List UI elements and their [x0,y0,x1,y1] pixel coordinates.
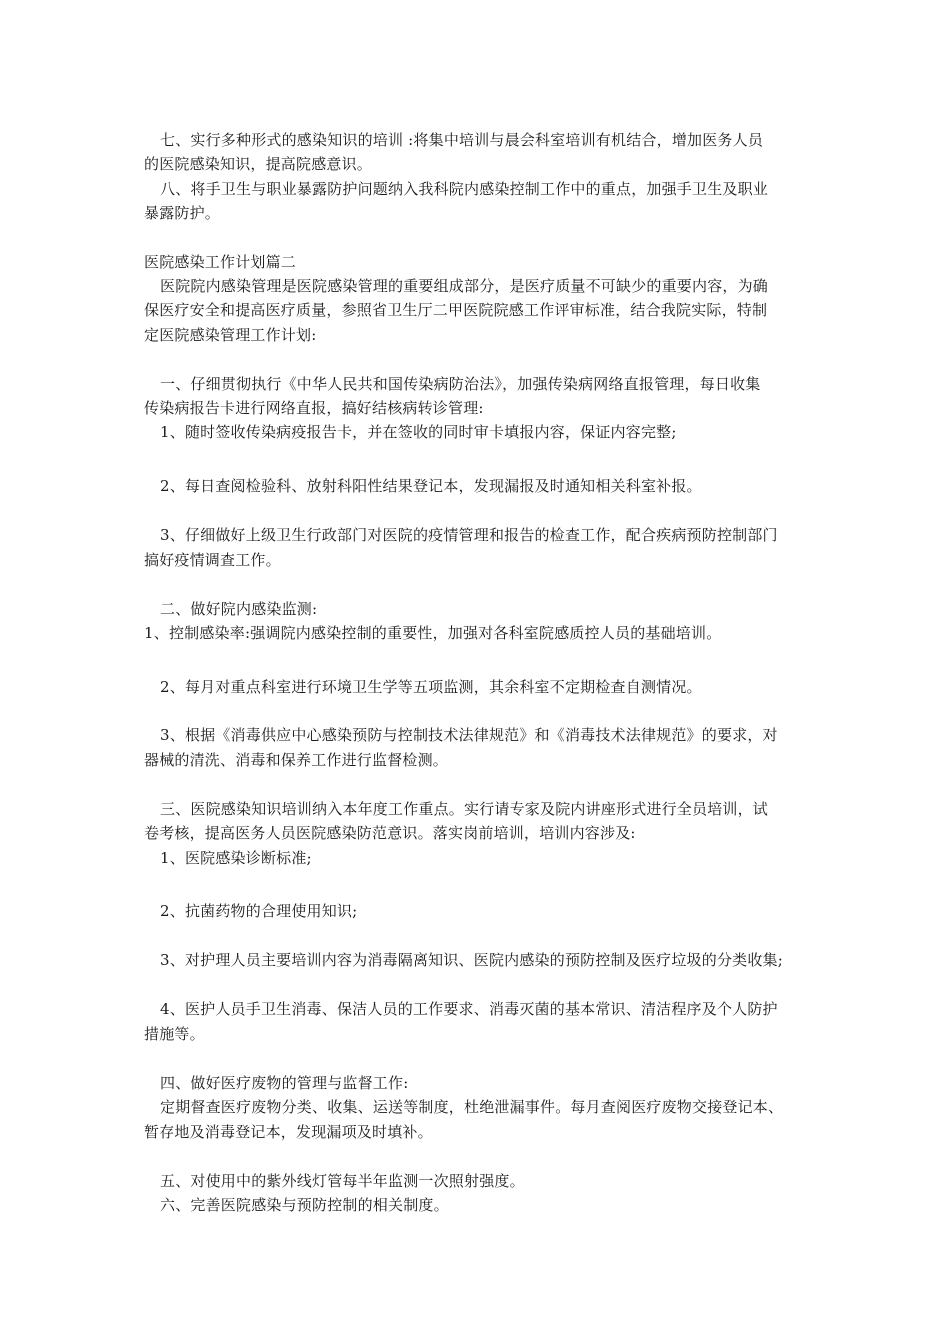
text-line: 搞好疫情调查工作。 [144,551,281,569]
text-line: 器械的清洗、消毒和保养工作进行监督检测。 [144,751,449,769]
text-line: 定期督查医疗废物分类、收集、运送等制度，杜绝泄漏事件。每月查阅医疗废物交接登记本、 [160,1098,784,1116]
text-line: 3、对护理人员主要培训内容为消毒隔离知识、医院内感染的预防控制及医疗垃圾的分类收集; [160,951,784,969]
text-line: 3、根据《消毒供应中心感染预防与控制技术法律规范》和《消毒技术法律规范》的要求，对 [160,726,778,744]
text-line: 二、做好院内感染监测: [160,600,318,618]
text-line: 1、医院感染诊断标准; [160,849,312,867]
text-line: 卷考核，提高医务人员医院感染防范意识。落实岗前培训，培训内容涉及: [144,824,636,842]
text-line: 定医院感染管理工作计划: [144,326,317,344]
text-line: 2、每日查阅检验科、放射科阳性结果登记本，发现漏报及时通知相关科室补报。 [160,477,702,495]
text-line: 八、将手卫生与职业暴露防护问题纳入我科院内感染控制工作中的重点，加强手卫生及职业 [160,180,769,198]
text-line: 暴露防护。 [144,204,221,222]
text-line: 2、每月对重点科室进行环境卫生学等五项监测，其余科室不定期检查自测情况。 [160,678,702,696]
text-line: 一、仔细贯彻执行《中华人民共和国传染病防治法》，加强传染病网络直报管理，每日收集 [160,375,761,393]
text-line: 的医院感染知识，提高院感意识。 [144,155,373,173]
text-line: 七、实行多种形式的感染知识的培训 :将集中培训与晨会科室培训有机结合，增加医务人员 [160,131,764,149]
text-line: 措施等。 [144,1025,205,1043]
section-title: 医院感染工作计划篇二 [144,253,297,271]
text-line: 4、医护人员手卫生消毒、保洁人员的工作要求、消毒灭菌的基本常识、清洁程序及个人防护 [160,1000,778,1018]
text-line: 2、抗菌药物的合理使用知识; [160,902,358,920]
text-line: 暂存地及消毒登记本，发现漏项及时填补。 [144,1123,433,1141]
text-line: 1、控制感染率:强调院内感染控制的重要性，加强对各科室院感质控人员的基础培训。 [144,624,722,642]
text-line: 保医疗安全和提高医疗质量，参照省卫生厅二甲医院院感工作评审标准，结合我院实际，特制 [144,301,768,319]
text-line: 四、做好医疗废物的管理与监督工作: [160,1074,409,1092]
text-line: 3、仔细做好上级卫生行政部门对医院的疫情管理和报告的检查工作，配合疾病预防控制部门 [160,526,778,544]
text-line: 1、随时签收传染病疫报告卡，并在签收的同时审卡填报内容，保证内容完整; [160,423,677,441]
text-line: 五、对使用中的紫外线灯管每半年监测一次照射强度。 [160,1172,525,1190]
text-line: 六、完善医院感染与预防控制的相关制度。 [160,1196,449,1214]
text-line: 三、医院感染知识培训纳入本年度工作重点。实行请专家及院内讲座形式进行全员培训，试 [160,800,769,818]
text-line: 医院院内感染管理是医院感染管理的重要组成部分，是医疗质量不可缺少的重要内容，为确 [160,277,769,295]
text-line: 传染病报告卡进行网络直报，搞好结核病转诊管理: [144,399,484,417]
